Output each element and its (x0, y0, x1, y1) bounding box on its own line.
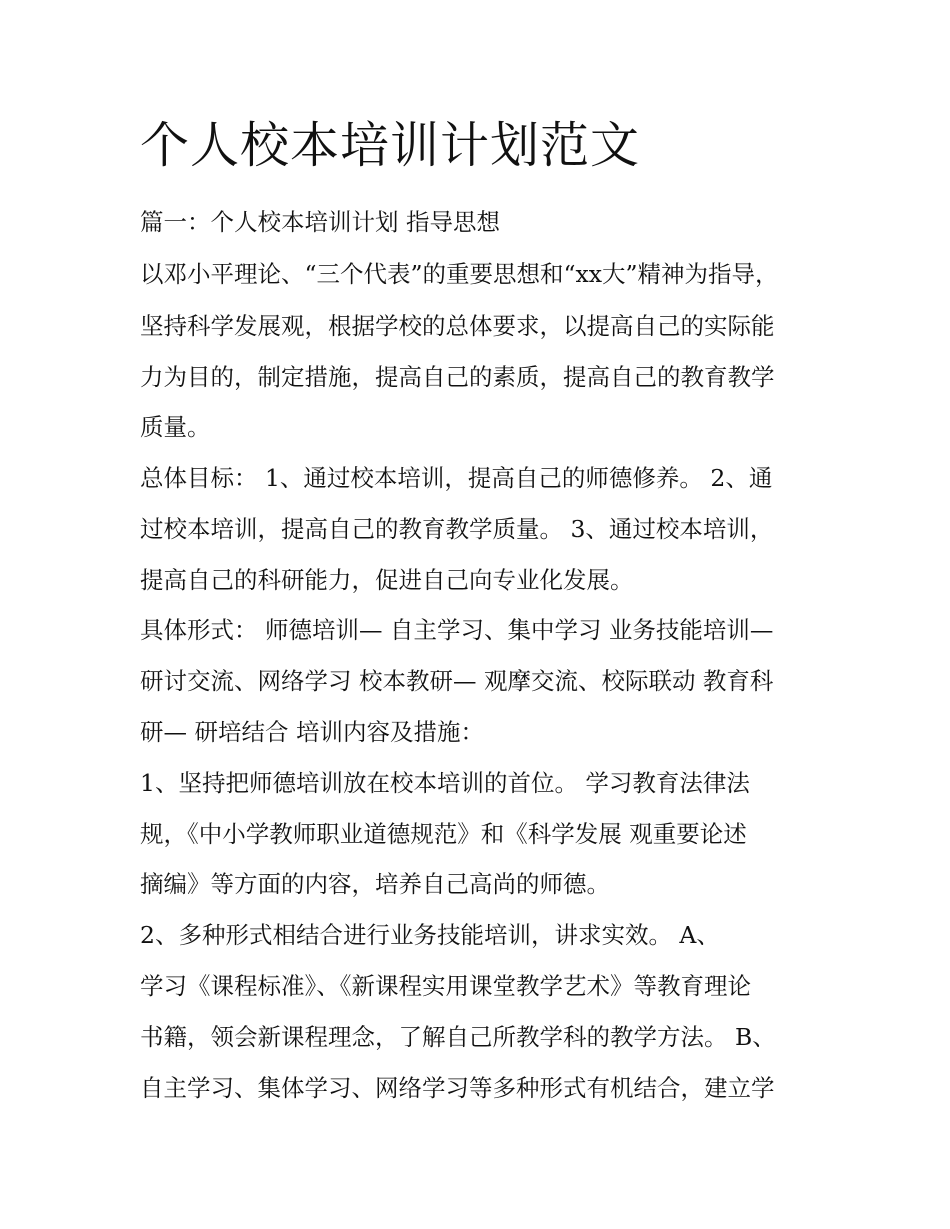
text-line: 自主学习、集体学习、网络学习等多种形式有机结合，建立学 (140, 1074, 775, 1102)
text-line: 1、坚持把师德培训放在校本培训的首位。 学习教育法律法 (140, 769, 750, 797)
text-line: 摘编》等方面的内容，培养自己高尚的师德。 (140, 870, 610, 898)
text-line: 篇一：个人校本培训计划 指导思想 (140, 208, 500, 236)
text-line: 学习《课程标准》、《新课程实用课堂教学艺术》等教育理论 (140, 972, 751, 1000)
text-line: 质量。 (140, 413, 211, 441)
text-line: 具体形式： 师德培训— 自主学习、集中学习 业务技能培训— (140, 616, 774, 644)
text-line: 研讨交流、网络学习 校本教研— 观摩交流、校际联动 教育科 (140, 667, 774, 695)
text-line: 总体目标： 1、通过校本培训，提高自己的师德修养。 2、通 (140, 464, 773, 492)
text-line: 书籍，领会新课程理念，了解自己所教学科的教学方法。 B、 (140, 1023, 776, 1051)
document-title: 个人校本培训计划范文 (140, 117, 641, 174)
text-line: 过校本培训，提高自己的教育教学质量。 3、通过校本培训， (140, 515, 774, 543)
text-line: 以邓小平理论、“三个代表”的重要思想和“xx大”精神为指导， (140, 260, 779, 288)
text-line: 规，《中小学教师职业道德规范》和《科学发展 观重要论述 (140, 820, 747, 848)
text-line: 坚持科学发展观，根据学校的总体要求，以提高自己的实际能 (140, 312, 775, 340)
text-line: 2、多种形式相结合进行业务技能培训，讲求实效。 A、 (140, 921, 720, 949)
text-line: 提高自己的科研能力，促进自己向专业化发展。 (140, 566, 634, 594)
text-line: 力为目的，制定措施，提高自己的素质，提高自己的教育教学 (140, 363, 775, 391)
text-line: 研— 研培结合 培训内容及措施： (140, 718, 484, 746)
